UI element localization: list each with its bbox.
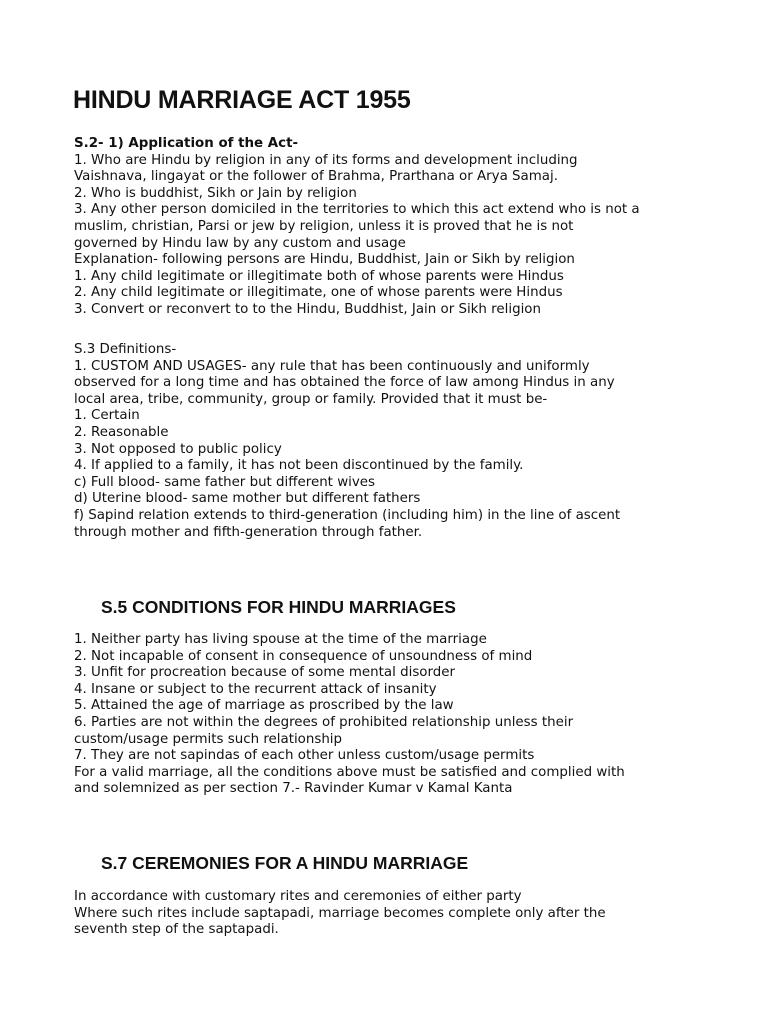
section-s3-line: f) Sapind relation extends to third-generation (including him) in the line of ascent [74,507,621,523]
document-title: HINDU MARRIAGE ACT 1955 [73,86,411,114]
section-s2-line: 3. Any other person domiciled in the territories to which this act extend who is not a [74,202,640,218]
section-s3-line: local area, tribe, community, group or family. Provided that it must be- [74,391,548,407]
section-s5-line: 7. They are not sapindas of each other unless custom/usage permits [74,748,535,764]
section-s2-line: 2. Who is buddhist, Sikh or Jain by religion [74,185,357,201]
section-s7-line: In accordance with customary rites and ceremonies of either party [74,889,522,904]
section-s7 [74,889,754,939]
section-s3-line: 4. If applied to a family, it has not been discontinued by the family. [74,458,524,474]
section-s5-line: 4. Insane or subject to the recurrent attack of insanity [74,681,437,697]
section-s2-line: Vaishnava, lingayat or the follower of Brahma, Prarthana or Arya Samaj. [74,169,558,185]
section-s5-line: 3. Unfit for procreation because of some mental disorder [74,665,455,681]
section-s5-line: 6. Parties are not within the degrees of prohibited relationship unless their [74,714,574,730]
section-s2-line: governed by Hindu law by any custom and usage [74,235,406,251]
section-s2-line: muslim, christian, Parsi or jew by religion, unless it is proved that he is not [74,218,574,234]
section-s2-heading: S.2- 1) Application of the Act- [74,136,299,151]
section-s5 [74,632,754,798]
section-s3-line: observed for a long time and has obtained the force of law among Hindus in any [74,375,615,391]
section-s3-heading: S.3 Definitions- [74,342,177,357]
section-s3-line: c) Full blood- same father but different wives [74,474,376,490]
section-s2-line: Explanation- following persons are Hindu, Buddhist, Jain or Sikh by religion [74,252,575,268]
section-s7-heading: S.7 CEREMONIES FOR A HINDU MARRIAGE [101,853,469,873]
section-s2-line: 2. Any child legitimate or illegitimate, one of whose parents were Hindus [74,285,563,301]
section-s3-line: 3. Not opposed to public policy [74,441,282,457]
section-s2-line: 1. Any child legitimate or illegitimate both of whose parents were Hindus [74,268,564,284]
section-s3-line: 2. Reasonable [74,424,169,440]
section-s5-line: 1. Neither party has living spouse at the time of the marriage [74,632,487,647]
section-s3-line: through mother and fifth-generation through father. [74,524,423,540]
section-s5-line: custom/usage permits such relationship [74,731,343,747]
section-s5-heading: S.5 CONDITIONS FOR HINDU MARRIAGES [101,597,456,617]
section-s3 [74,342,754,541]
section-s2-line: 1. Who are Hindu by religion in any of its forms and development including [74,152,578,168]
section-s2 [74,136,754,319]
section-s3-line: 1. CUSTOM AND USAGES- any rule that has been continuously and uniformly [74,358,590,374]
section-s5-line: and solemnized as per section 7.- Ravinder Kumar v Kamal Kanta [74,781,513,797]
section-s7-line: seventh step of the saptapadi. [74,922,279,938]
section-s3-line: 1. Certain [74,408,140,424]
section-s5-line: For a valid marriage, all the conditions above must be satisfied and complied with [74,764,625,780]
section-s5-line: 2. Not incapable of consent in consequence of unsoundness of mind [74,648,533,664]
section-s2-line: 3. Convert or reconvert to to the Hindu, Buddhist, Jain or Sikh religion [74,301,541,317]
section-s3-line: d) Uterine blood- same mother but different fathers [74,491,421,507]
section-s5-line: 5. Attained the age of marriage as proscribed by the law [74,698,454,714]
section-s7-line: Where such rites include saptapadi, marriage becomes complete only after the [74,905,606,921]
